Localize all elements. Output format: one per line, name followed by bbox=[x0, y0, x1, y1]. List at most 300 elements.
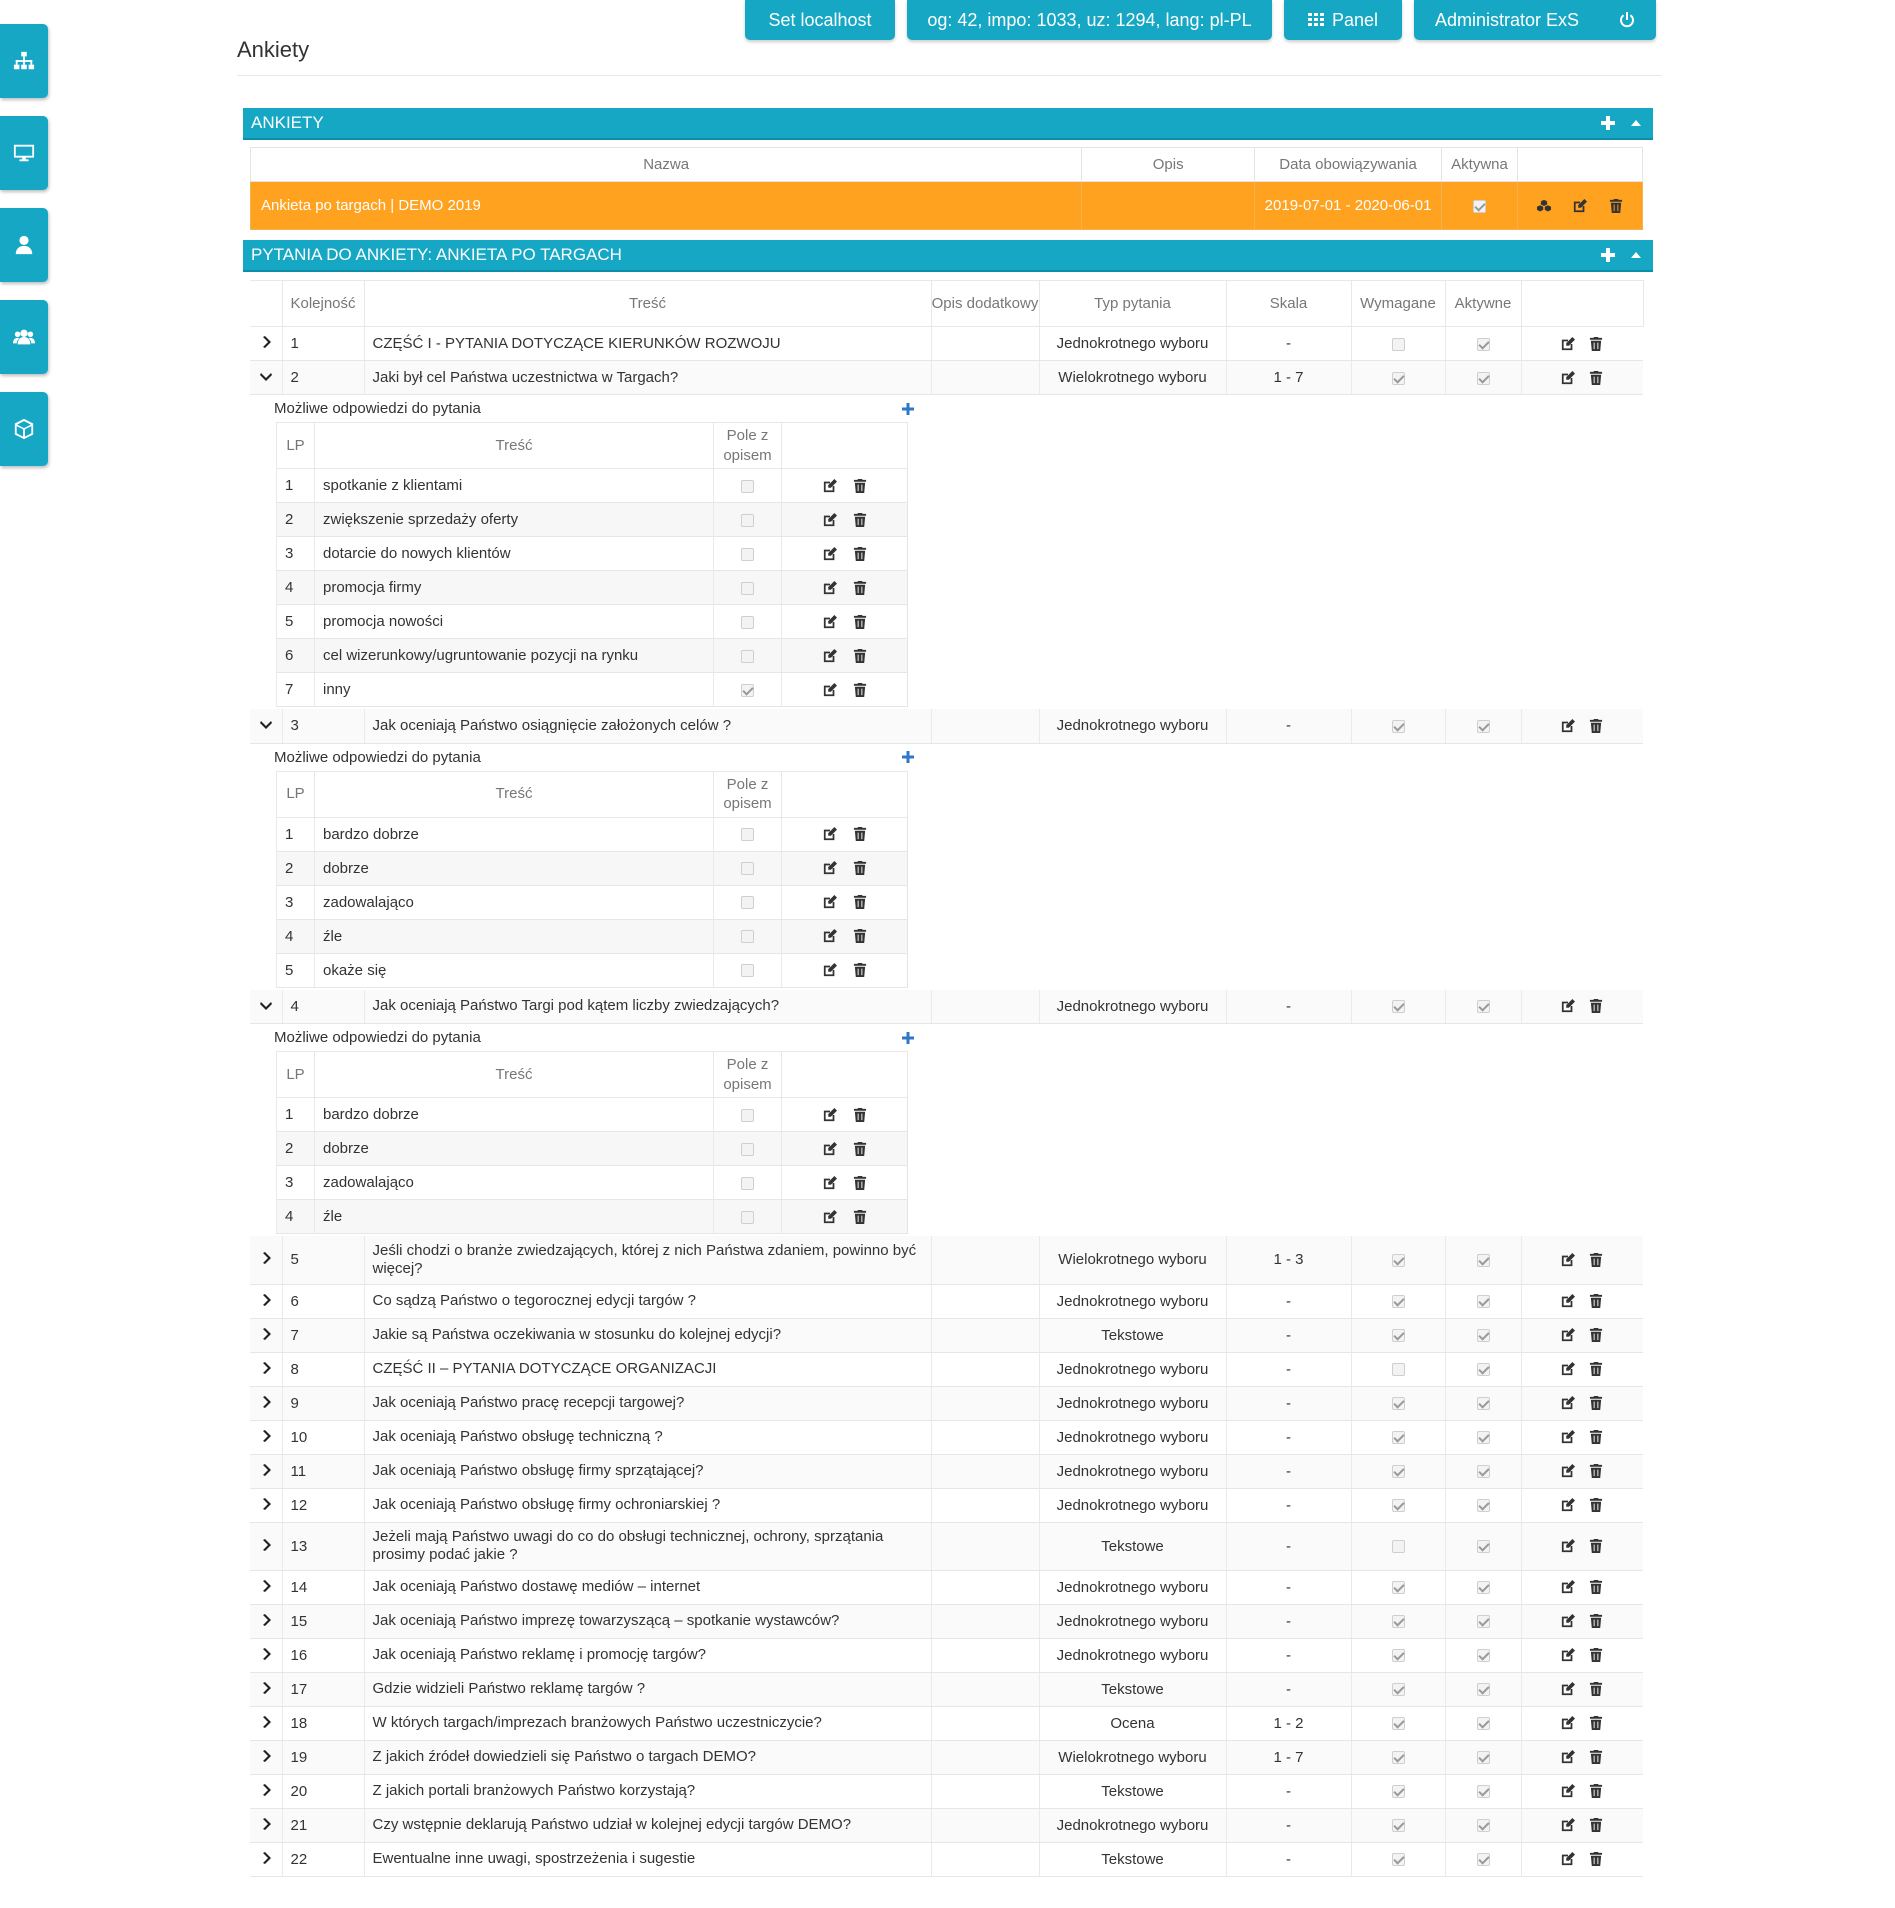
answer-row[interactable] bbox=[277, 1132, 908, 1166]
question-actions bbox=[1521, 1672, 1643, 1706]
collapse-icon[interactable] bbox=[1631, 252, 1641, 258]
expand-toggle[interactable] bbox=[250, 327, 282, 361]
question-order: 18 bbox=[282, 1706, 364, 1740]
question-row[interactable] bbox=[250, 1638, 1643, 1672]
question-actions bbox=[1521, 990, 1643, 1024]
edit-icon[interactable] bbox=[823, 683, 837, 697]
add-answer-icon[interactable] bbox=[902, 403, 914, 415]
question-order: 9 bbox=[282, 1386, 364, 1420]
answer-row[interactable] bbox=[277, 953, 908, 987]
answer-row[interactable] bbox=[277, 503, 908, 537]
col-pole-z-opisem[interactable]: Pole z opisem bbox=[714, 1052, 782, 1098]
answer-row[interactable] bbox=[277, 1166, 908, 1200]
trash-icon[interactable] bbox=[853, 615, 867, 629]
expand-toggle[interactable] bbox=[250, 1318, 282, 1352]
expand-toggle[interactable] bbox=[250, 1236, 282, 1284]
add-answer-icon[interactable] bbox=[902, 1032, 914, 1044]
answer-row[interactable] bbox=[277, 639, 908, 673]
trash-icon[interactable] bbox=[1589, 1253, 1603, 1267]
question-row[interactable] bbox=[250, 1352, 1643, 1386]
add-survey-icon[interactable] bbox=[1601, 116, 1615, 130]
desktop-icon bbox=[13, 142, 35, 164]
trash-icon[interactable] bbox=[853, 929, 867, 943]
edit-icon[interactable] bbox=[823, 581, 837, 595]
trash-icon[interactable] bbox=[853, 1108, 867, 1122]
description-field-checkbox bbox=[741, 480, 754, 493]
chevron-right-icon bbox=[260, 1362, 272, 1374]
expand-toggle[interactable] bbox=[250, 1706, 282, 1740]
col-wymagane[interactable]: Wymagane bbox=[1351, 281, 1445, 327]
trash-icon[interactable] bbox=[1589, 1464, 1603, 1478]
question-scale: - bbox=[1226, 1842, 1351, 1876]
question-type: Tekstowe bbox=[1039, 1318, 1226, 1352]
description-field-checkbox bbox=[741, 684, 754, 697]
col-lp[interactable]: LP bbox=[277, 1052, 315, 1098]
edit-icon[interactable] bbox=[823, 861, 837, 875]
question-order: 21 bbox=[282, 1808, 364, 1842]
answers-header bbox=[274, 1024, 914, 1051]
edit-icon[interactable] bbox=[1561, 1580, 1575, 1594]
edit-icon[interactable] bbox=[823, 1142, 837, 1156]
answer-lp: 1 bbox=[277, 1098, 315, 1132]
question-row[interactable] bbox=[250, 1454, 1643, 1488]
expand-toggle[interactable] bbox=[250, 361, 282, 395]
col-aktywna[interactable]: Aktywna bbox=[1442, 148, 1518, 182]
answer-row[interactable] bbox=[277, 605, 908, 639]
trash-icon[interactable] bbox=[1589, 719, 1603, 733]
trash-icon[interactable] bbox=[853, 547, 867, 561]
edit-icon[interactable] bbox=[1561, 1852, 1575, 1866]
edit-icon[interactable] bbox=[1573, 199, 1587, 213]
answers-header bbox=[274, 395, 914, 422]
expand-toggle[interactable] bbox=[250, 1740, 282, 1774]
answer-row[interactable] bbox=[277, 1098, 908, 1132]
question-scale: - bbox=[1226, 1420, 1351, 1454]
answer-lp: 7 bbox=[277, 673, 315, 707]
expand-toggle[interactable] bbox=[250, 1420, 282, 1454]
expand-toggle[interactable] bbox=[250, 1774, 282, 1808]
expand-toggle[interactable] bbox=[250, 990, 282, 1024]
trash-icon[interactable] bbox=[853, 581, 867, 595]
chevron-right-icon bbox=[260, 1784, 272, 1796]
col-answer-text[interactable]: Treść bbox=[315, 771, 714, 817]
collapse-icon[interactable] bbox=[1631, 120, 1641, 126]
edit-icon[interactable] bbox=[823, 513, 837, 527]
trash-icon[interactable] bbox=[853, 895, 867, 909]
edit-icon[interactable] bbox=[823, 895, 837, 909]
question-active bbox=[1445, 990, 1521, 1024]
question-scale: 1 - 7 bbox=[1226, 361, 1351, 395]
active-checkbox bbox=[1477, 1785, 1490, 1798]
answer-row[interactable] bbox=[277, 919, 908, 953]
expand-toggle[interactable] bbox=[250, 1454, 282, 1488]
col-nazwa[interactable]: Nazwa bbox=[251, 148, 1082, 182]
col-aktywne[interactable]: Aktywne bbox=[1445, 281, 1521, 327]
cubes-icon[interactable] bbox=[1537, 199, 1551, 213]
answer-row[interactable] bbox=[277, 1200, 908, 1234]
question-type: Jednokrotnego wyboru bbox=[1039, 1570, 1226, 1604]
question-actions bbox=[1521, 1236, 1643, 1284]
question-required bbox=[1351, 327, 1445, 361]
trash-icon[interactable] bbox=[1589, 1750, 1603, 1764]
question-type: Jednokrotnego wyboru bbox=[1039, 1420, 1226, 1454]
active-checkbox bbox=[1477, 1717, 1490, 1730]
answer-row[interactable] bbox=[277, 469, 908, 503]
answer-row[interactable] bbox=[277, 673, 908, 707]
question-active bbox=[1445, 1808, 1521, 1842]
expand-toggle[interactable] bbox=[250, 1284, 282, 1318]
question-order: 19 bbox=[282, 1740, 364, 1774]
expand-toggle[interactable] bbox=[250, 1522, 282, 1570]
question-description bbox=[931, 361, 1039, 395]
answer-lp: 2 bbox=[277, 1132, 315, 1166]
trash-icon[interactable] bbox=[853, 513, 867, 527]
question-scale: - bbox=[1226, 709, 1351, 743]
answer-description-field bbox=[714, 1132, 782, 1166]
edit-icon[interactable] bbox=[823, 1108, 837, 1122]
col-kolejnosc[interactable]: Kolejność bbox=[282, 281, 364, 327]
col-lp[interactable]: LP bbox=[277, 771, 315, 817]
required-checkbox bbox=[1392, 1363, 1405, 1376]
active-checkbox bbox=[1477, 1000, 1490, 1013]
question-row[interactable] bbox=[250, 709, 1643, 743]
edit-icon[interactable] bbox=[1561, 1498, 1575, 1512]
required-checkbox bbox=[1392, 1717, 1405, 1730]
answer-actions bbox=[782, 851, 908, 885]
sidebar-item-modules[interactable] bbox=[0, 392, 48, 466]
answer-lp: 1 bbox=[277, 817, 315, 851]
answer-row[interactable] bbox=[277, 851, 908, 885]
question-text: Jak oceniają Państwo dostawę mediów – internet bbox=[364, 1570, 931, 1604]
description-field-checkbox bbox=[741, 930, 754, 943]
edit-icon[interactable] bbox=[1561, 999, 1575, 1013]
edit-icon[interactable] bbox=[1561, 1750, 1575, 1764]
question-row[interactable] bbox=[250, 327, 1643, 361]
trash-icon[interactable] bbox=[1589, 999, 1603, 1013]
question-scale: - bbox=[1226, 1604, 1351, 1638]
question-type: Tekstowe bbox=[1039, 1774, 1226, 1808]
edit-icon[interactable] bbox=[823, 615, 837, 629]
chevron-right-icon bbox=[260, 1328, 272, 1340]
answer-text: zwiększenie sprzedaży oferty bbox=[315, 503, 714, 537]
session-info-button[interactable] bbox=[907, 0, 1272, 40]
panel-button[interactable] bbox=[1284, 0, 1402, 40]
expand-toggle[interactable] bbox=[250, 1352, 282, 1386]
question-scale: - bbox=[1226, 1638, 1351, 1672]
question-row[interactable] bbox=[250, 1774, 1643, 1808]
active-checkbox bbox=[1477, 1819, 1490, 1832]
edit-icon[interactable] bbox=[1561, 1464, 1575, 1478]
trash-icon[interactable] bbox=[1589, 1682, 1603, 1696]
question-active bbox=[1445, 1284, 1521, 1318]
edit-icon[interactable] bbox=[1561, 1294, 1575, 1308]
question-type: Ocena bbox=[1039, 1706, 1226, 1740]
answer-actions bbox=[782, 953, 908, 987]
survey-name: Ankieta po targach | DEMO 2019 bbox=[251, 182, 1082, 230]
edit-icon[interactable] bbox=[1561, 1614, 1575, 1628]
questions-panel-title: PYTANIA DO ANKIETY: ANKIETA PO TARGACH bbox=[251, 245, 622, 264]
answer-actions bbox=[782, 673, 908, 707]
question-row[interactable] bbox=[250, 1672, 1643, 1706]
edit-icon[interactable] bbox=[823, 827, 837, 841]
question-text: Jak oceniają Państwo reklamę i promocję targów? bbox=[364, 1638, 931, 1672]
answer-row[interactable] bbox=[277, 885, 908, 919]
trash-icon[interactable] bbox=[853, 649, 867, 663]
edit-icon[interactable] bbox=[1561, 1539, 1575, 1553]
edit-icon[interactable] bbox=[823, 649, 837, 663]
question-active bbox=[1445, 709, 1521, 743]
question-order: 14 bbox=[282, 1570, 364, 1604]
expand-toggle[interactable] bbox=[250, 1672, 282, 1706]
trash-icon[interactable] bbox=[1589, 1784, 1603, 1798]
trash-icon[interactable] bbox=[1589, 1294, 1603, 1308]
survey-row-selected[interactable] bbox=[251, 182, 1643, 230]
panel-label: Panel bbox=[1331, 9, 1379, 30]
question-type: Tekstowe bbox=[1039, 1672, 1226, 1706]
edit-icon[interactable] bbox=[1561, 1253, 1575, 1267]
edit-icon[interactable] bbox=[1561, 1784, 1575, 1798]
edit-icon[interactable] bbox=[1561, 337, 1575, 351]
col-lp[interactable]: LP bbox=[277, 423, 315, 469]
add-answer-icon[interactable] bbox=[902, 751, 914, 763]
question-row[interactable] bbox=[250, 1604, 1643, 1638]
question-scale: - bbox=[1226, 990, 1351, 1024]
question-row[interactable] bbox=[250, 1488, 1643, 1522]
question-scale: - bbox=[1226, 1522, 1351, 1570]
required-checkbox bbox=[1392, 1295, 1405, 1308]
edit-icon[interactable] bbox=[823, 547, 837, 561]
edit-icon[interactable] bbox=[1561, 1396, 1575, 1410]
description-field-checkbox bbox=[741, 1143, 754, 1156]
question-row[interactable] bbox=[250, 1570, 1643, 1604]
required-checkbox bbox=[1392, 1649, 1405, 1662]
question-description bbox=[931, 1604, 1039, 1638]
col-opis[interactable]: Opis bbox=[1082, 148, 1255, 182]
edit-icon[interactable] bbox=[1561, 1430, 1575, 1444]
answer-actions bbox=[782, 1098, 908, 1132]
answer-text: dobrze bbox=[315, 851, 714, 885]
question-row[interactable] bbox=[250, 1236, 1643, 1284]
answer-description-field bbox=[714, 503, 782, 537]
trash-icon[interactable] bbox=[853, 861, 867, 875]
trash-icon[interactable] bbox=[853, 1142, 867, 1156]
survey-actions bbox=[1518, 182, 1643, 230]
answer-actions bbox=[782, 817, 908, 851]
question-scale: 1 - 2 bbox=[1226, 1706, 1351, 1740]
required-checkbox bbox=[1392, 1000, 1405, 1013]
required-checkbox bbox=[1392, 1431, 1405, 1444]
col-skala[interactable]: Skala bbox=[1226, 281, 1351, 327]
trash-icon[interactable] bbox=[1589, 1328, 1603, 1342]
trash-icon[interactable] bbox=[1609, 199, 1623, 213]
user-menu-button[interactable] bbox=[1414, 0, 1656, 40]
question-type: Jednokrotnego wyboru bbox=[1039, 1638, 1226, 1672]
question-row[interactable] bbox=[250, 1318, 1643, 1352]
edit-icon[interactable] bbox=[1561, 1818, 1575, 1832]
trash-icon[interactable] bbox=[853, 1176, 867, 1190]
answer-description-field bbox=[714, 885, 782, 919]
answer-row[interactable] bbox=[277, 571, 908, 605]
question-row[interactable] bbox=[250, 361, 1643, 395]
answer-row[interactable] bbox=[277, 817, 908, 851]
expand-toggle[interactable] bbox=[250, 1638, 282, 1672]
question-active bbox=[1445, 1774, 1521, 1808]
chevron-right-icon bbox=[260, 1648, 272, 1660]
answer-lp: 4 bbox=[277, 1200, 315, 1234]
trash-icon[interactable] bbox=[1589, 1498, 1603, 1512]
question-row[interactable] bbox=[250, 1284, 1643, 1318]
active-checkbox bbox=[1477, 1295, 1490, 1308]
edit-icon[interactable] bbox=[823, 929, 837, 943]
answer-row[interactable] bbox=[277, 537, 908, 571]
question-description bbox=[931, 1638, 1039, 1672]
required-checkbox bbox=[1392, 1581, 1405, 1594]
question-text: Gdzie widzieli Państwo reklamę targów ? bbox=[364, 1672, 931, 1706]
col-pole-z-opisem[interactable]: Pole z opisem bbox=[714, 423, 782, 469]
grid-icon bbox=[1308, 13, 1324, 27]
trash-icon[interactable] bbox=[1589, 1648, 1603, 1662]
required-checkbox bbox=[1392, 720, 1405, 733]
active-checkbox bbox=[1477, 1540, 1490, 1553]
required-checkbox bbox=[1392, 1853, 1405, 1866]
trash-icon[interactable] bbox=[1589, 1716, 1603, 1730]
expand-toggle[interactable] bbox=[250, 709, 282, 743]
question-text: Jak oceniają Państwo obsługę techniczną ? bbox=[364, 1420, 931, 1454]
question-row[interactable] bbox=[250, 1522, 1643, 1570]
expand-toggle[interactable] bbox=[250, 1570, 282, 1604]
question-active bbox=[1445, 1488, 1521, 1522]
col-typ[interactable]: Typ pytania bbox=[1039, 281, 1226, 327]
required-checkbox bbox=[1392, 1751, 1405, 1764]
col-tresc[interactable]: Treść bbox=[364, 281, 931, 327]
chevron-right-icon bbox=[260, 336, 272, 348]
edit-icon[interactable] bbox=[1561, 1648, 1575, 1662]
answer-text: cel wizerunkowy/ugruntowanie pozycji na rynku bbox=[315, 639, 714, 673]
edit-icon[interactable] bbox=[1561, 1362, 1575, 1376]
question-scale: 1 - 7 bbox=[1226, 1740, 1351, 1774]
trash-icon[interactable] bbox=[853, 963, 867, 977]
trash-icon[interactable] bbox=[853, 827, 867, 841]
trash-icon[interactable] bbox=[1589, 1614, 1603, 1628]
question-actions bbox=[1521, 1570, 1643, 1604]
question-row[interactable] bbox=[250, 1706, 1643, 1740]
question-row[interactable] bbox=[250, 1740, 1643, 1774]
surveys-panel-title: ANKIETY bbox=[251, 113, 324, 132]
session-info-label: og: 42, impo: 1033, uz: 1294, lang: pl-PL bbox=[927, 9, 1252, 30]
question-description bbox=[931, 1386, 1039, 1420]
sidebar-item-user[interactable] bbox=[0, 208, 48, 282]
active-checkbox bbox=[1477, 1363, 1490, 1376]
trash-icon[interactable] bbox=[1589, 337, 1603, 351]
edit-icon[interactable] bbox=[823, 1210, 837, 1224]
question-actions bbox=[1521, 1420, 1643, 1454]
answer-text: zadowalająco bbox=[315, 885, 714, 919]
col-answer-text[interactable]: Treść bbox=[315, 1052, 714, 1098]
answers-table bbox=[276, 771, 908, 988]
trash-icon[interactable] bbox=[1589, 1362, 1603, 1376]
question-active bbox=[1445, 1672, 1521, 1706]
trash-icon[interactable] bbox=[1589, 1396, 1603, 1410]
trash-icon[interactable] bbox=[1589, 371, 1603, 385]
chevron-right-icon bbox=[260, 1294, 272, 1306]
trash-icon[interactable] bbox=[1589, 1430, 1603, 1444]
trash-icon[interactable] bbox=[1589, 1580, 1603, 1594]
question-description bbox=[931, 1808, 1039, 1842]
edit-icon[interactable] bbox=[1561, 1328, 1575, 1342]
question-scale: - bbox=[1226, 327, 1351, 361]
question-row[interactable] bbox=[250, 1808, 1643, 1842]
question-required bbox=[1351, 1236, 1445, 1284]
sidebar-item-structure[interactable] bbox=[0, 24, 48, 98]
edit-icon[interactable] bbox=[823, 1176, 837, 1190]
trash-icon[interactable] bbox=[1589, 1852, 1603, 1866]
question-row[interactable] bbox=[250, 990, 1643, 1024]
col-data[interactable]: Data obowiązywania bbox=[1255, 148, 1442, 182]
edit-icon[interactable] bbox=[823, 963, 837, 977]
edit-icon[interactable] bbox=[1561, 371, 1575, 385]
expand-toggle[interactable] bbox=[250, 1386, 282, 1420]
question-actions bbox=[1521, 327, 1643, 361]
question-row[interactable] bbox=[250, 1386, 1643, 1420]
answer-description-field bbox=[714, 1098, 782, 1132]
col-pole-z-opisem[interactable]: Pole z opisem bbox=[714, 771, 782, 817]
edit-icon[interactable] bbox=[1561, 719, 1575, 733]
sidebar-item-users[interactable] bbox=[0, 300, 48, 374]
trash-icon[interactable] bbox=[853, 683, 867, 697]
add-question-icon[interactable] bbox=[1601, 248, 1615, 262]
col-opis-dodatkowy[interactable]: Opis dodatkowy bbox=[931, 281, 1039, 327]
question-active bbox=[1445, 1842, 1521, 1876]
description-field-checkbox bbox=[741, 964, 754, 977]
power-icon[interactable] bbox=[1619, 12, 1635, 28]
col-answer-text[interactable]: Treść bbox=[315, 423, 714, 469]
expand-toggle[interactable] bbox=[250, 1808, 282, 1842]
chevron-right-icon bbox=[260, 1682, 272, 1694]
expand-toggle[interactable] bbox=[250, 1488, 282, 1522]
question-row[interactable] bbox=[250, 1842, 1643, 1876]
answer-description-field bbox=[714, 469, 782, 503]
expand-toggle[interactable] bbox=[250, 1842, 282, 1876]
edit-icon[interactable] bbox=[1561, 1682, 1575, 1696]
answers-subrow bbox=[250, 395, 1643, 710]
trash-icon[interactable] bbox=[853, 479, 867, 493]
trash-icon[interactable] bbox=[1589, 1818, 1603, 1832]
expand-toggle[interactable] bbox=[250, 1604, 282, 1638]
question-required bbox=[1351, 990, 1445, 1024]
question-description bbox=[931, 990, 1039, 1024]
set-localhost-button[interactable] bbox=[745, 0, 895, 40]
chevron-down-icon bbox=[260, 999, 272, 1011]
question-active bbox=[1445, 1454, 1521, 1488]
chevron-right-icon bbox=[260, 1396, 272, 1408]
question-actions bbox=[1521, 1522, 1643, 1570]
question-required bbox=[1351, 1604, 1445, 1638]
trash-icon[interactable] bbox=[853, 1210, 867, 1224]
edit-icon[interactable] bbox=[823, 479, 837, 493]
question-actions bbox=[1521, 1604, 1643, 1638]
answer-lp: 2 bbox=[277, 851, 315, 885]
question-scale: - bbox=[1226, 1774, 1351, 1808]
answer-actions bbox=[782, 1132, 908, 1166]
question-required bbox=[1351, 1318, 1445, 1352]
answers-header bbox=[274, 744, 914, 771]
edit-icon[interactable] bbox=[1561, 1716, 1575, 1730]
question-active bbox=[1445, 1318, 1521, 1352]
question-row[interactable] bbox=[250, 1420, 1643, 1454]
sidebar-item-desktop[interactable] bbox=[0, 116, 48, 190]
sitemap-icon bbox=[13, 50, 35, 72]
trash-icon[interactable] bbox=[1589, 1539, 1603, 1553]
